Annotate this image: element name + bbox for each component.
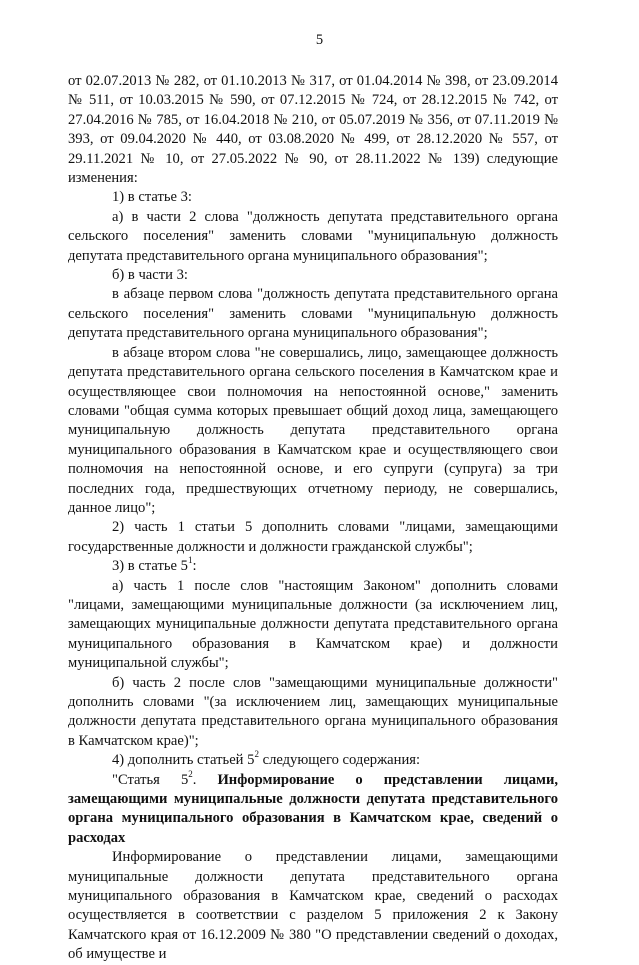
- article-superscript: 2: [188, 768, 193, 779]
- item-3-text: 3) в статье 5: [112, 558, 188, 575]
- paragraph-item-1b-first: в абзаце первом слова "должность депутата представительного органа сельского поселения" заменить словами "муниципальную должность депутата представительного органа муниципального образования";: [68, 286, 558, 342]
- page-number: 5: [315, 32, 324, 48]
- paragraph-article-body: Информирование о представлении лицами, замещающими муниципальные должности депутата представительного органа муниципального образования в Камчатском крае, сведений о расходах осуществляется в соответствии с разделом 5 приложения 2 к Закону Камчатского края от 16.12.2009 № 380 "О представлении сведений о доходах, об имуществе и: [68, 849, 558, 963]
- paragraph-item-1: 1) в статье 3:: [112, 189, 192, 206]
- paragraph-item-3a: а) часть 1 после слов "настоящим Законом" дополнить словами "лицами, замещающими муниципальные должности (за исключением лиц, замещающих муниципальные должности депутата представительного органа муниципального образования в Камчатском крае) и должности муниципальной службы";: [68, 577, 558, 672]
- article-heading: [68, 768, 558, 849]
- document-body: [68, 72, 558, 965]
- item-4-text: 4) дополнить статьей 5: [112, 752, 255, 769]
- paragraph-amendments-list: от 02.07.2013 № 282, от 01.10.2013 № 317, от 01.04.2014 № 398, от 23.09.2014 № 511, от 10.03.2015 № 590, от 07.12.2015 № 724, от 28.12.2015 № 742, от 27.04.2016 № 785, от 16.04.2018 № 210, от 05.07.2019 № 356, от 07.11.2019 № 393, от 09.04.2020 № 440, от 03.08.2020 № 499, от 28.12.2020 № 557, от 29.11.2021 № 10, от 27.05.2022 № 90, от 28.11.2022 № 139) следующие изменения:: [68, 73, 558, 187]
- item-3-colon: :: [192, 558, 197, 575]
- article-dot: .: [192, 771, 218, 788]
- item-4-superscript: 2: [254, 749, 259, 760]
- paragraph-item-3b: б) часть 2 после слов "замещающими муниципальные должности" дополнить словами "(за исключением лиц, замещающих муниципальные должности депутата представительного органа муниципального образования в Камчатском крае)";: [68, 674, 558, 749]
- item-4-tail: следующего содержания:: [258, 752, 421, 769]
- article-label: "Статья 5: [112, 771, 189, 788]
- paragraph-item-2: 2) часть 1 статьи 5 дополнить словами "лицами, замещающими государственные должности и должности гражданской службы";: [68, 519, 558, 555]
- paragraph-item-1a: а) в части 2 слова "должность депутата представительного органа сельского поселения" заменить словами "муниципальную должность депутата представительного органа муниципального образования";: [68, 208, 558, 264]
- article-title: Информирование о представлении лицами, замещающими муниципальные должности депутата представительного органа муниципального образования в Камчатском крае, сведений о расходах: [68, 771, 558, 846]
- paragraph-item-1b-second: в абзаце втором слова "не совершались, лицо, замещающее должность депутата представительного органа сельского поселения в Камчатском крае и осуществляющее свои полномочия на непостоянной основе," заменить словами "общая сумма которых превышает общий доход лица, замещающего муниципальную должность депутата представительного органа муниципального образования в Камчатском крае и осуществляющего свои полномочия на непостоянной основе, и его супруги (супруга) за три последних года, предшествующих отчетному периоду, не совершались, данное лицо";: [68, 344, 558, 516]
- paragraph-item-4: [68, 751, 558, 770]
- paragraph-item-1b: б) в части 3:: [112, 267, 188, 284]
- item-3-superscript: 1: [187, 555, 193, 566]
- paragraph-item-3: [68, 557, 558, 576]
